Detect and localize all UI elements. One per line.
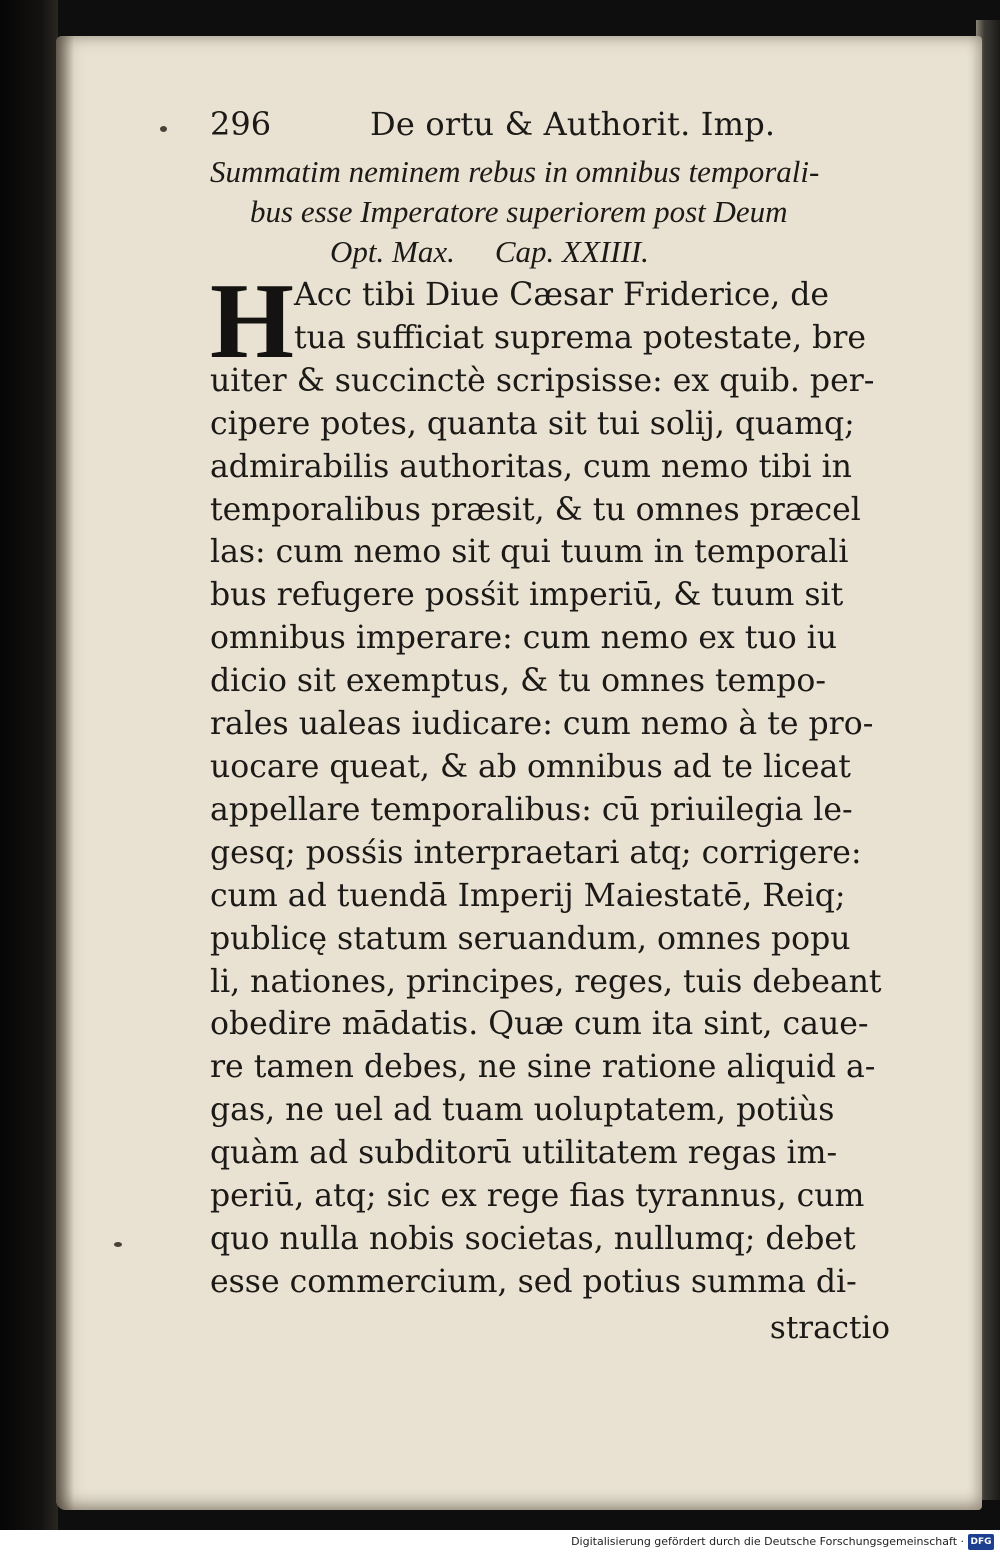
body-line: gas, ne uel ad tuam uoluptatem, potiùs xyxy=(210,1092,835,1129)
body-line: quàm ad subditorū utilitatem regas im- xyxy=(210,1135,838,1172)
chapter-heading-line xyxy=(210,232,910,272)
body-line: re tamen debes, ne sine ratione aliquid a- xyxy=(210,1049,876,1086)
book-cover-edge-left xyxy=(0,0,58,1530)
running-head-title: De ortu & Authorit. Imp. xyxy=(370,105,776,143)
footer-bar xyxy=(0,1530,1000,1555)
body-line: quo nulla nobis societas, nullumq; debet xyxy=(210,1220,856,1257)
body-line: tua sufficiat suprema potestate, bre xyxy=(294,319,867,356)
body-line: rales ualeas iudicare: cum nemo à te pro- xyxy=(210,706,874,743)
chapter-heading-epithet: Opt. Max. xyxy=(330,234,455,269)
body-line: temporalibus præsit, & tu omnes præcel xyxy=(210,491,861,528)
body-line: publicę statum seruandum, omnes popu xyxy=(210,920,851,957)
chapter-heading-line: bus esse Imperatore superiorem post Deum xyxy=(250,194,788,229)
body-line: uocare queat, & ab omnibus ad te liceat xyxy=(210,748,851,785)
page-number: 296 xyxy=(210,105,272,143)
body-line: obedire mādatis. Quæ cum ita sint, caue- xyxy=(210,1006,869,1043)
body-line: Acc tibi Diue Cæsar Friderice, de xyxy=(294,277,830,313)
body-line: li, nationes, principes, reges, tuis debeant xyxy=(210,963,882,1000)
body-line: appellare temporalibus: cū priuilegia le- xyxy=(210,791,853,828)
body-line: omnibus imperare: cum nemo ex tuo iu xyxy=(210,620,838,657)
chapter-heading-line: Summatim neminem rebus in omnibus temporali- xyxy=(210,154,820,189)
body-line: dicio sit exemptus, & tu omnes tempo- xyxy=(210,663,826,700)
body-line: uiter & succinctè scripsisse: ex quib. per- xyxy=(210,362,875,399)
dfg-logo-icon: DFG xyxy=(968,1534,994,1550)
funding-credit: Digitalisierung gefördert durch die Deutsche Forschungsgemeinschaft · xyxy=(571,1535,964,1548)
catchword: stractio xyxy=(769,1309,890,1346)
text-block xyxy=(210,100,910,1350)
body-line: periū, atq; sic ex rege fias tyrannus, cum xyxy=(210,1178,865,1215)
body-line: admirabilis authoritas, cum nemo tibi in xyxy=(210,448,852,485)
body-line: gesq; posśis interpraetari atq; corrigere: xyxy=(210,834,862,871)
body-line: cum ad tuendā Imperij Maiestatē, Reiq; xyxy=(210,877,846,914)
ink-speck xyxy=(160,126,167,132)
chapter-number: Cap. XXIIII. xyxy=(494,234,649,269)
body-line: esse commercium, sed potius summa di- xyxy=(210,1263,857,1300)
body-text xyxy=(210,262,910,1350)
ink-speck xyxy=(114,1242,122,1247)
running-head xyxy=(210,100,910,148)
body-line: bus refugere posśit imperiū, & tuum sit xyxy=(210,577,844,614)
drop-cap-initial: H xyxy=(210,262,295,381)
chapter-heading xyxy=(210,152,910,272)
body-line: cipere potes, quanta sit tui solij, quamq; xyxy=(210,405,855,442)
body-line: las: cum nemo sit qui tuum in temporali xyxy=(210,534,849,571)
